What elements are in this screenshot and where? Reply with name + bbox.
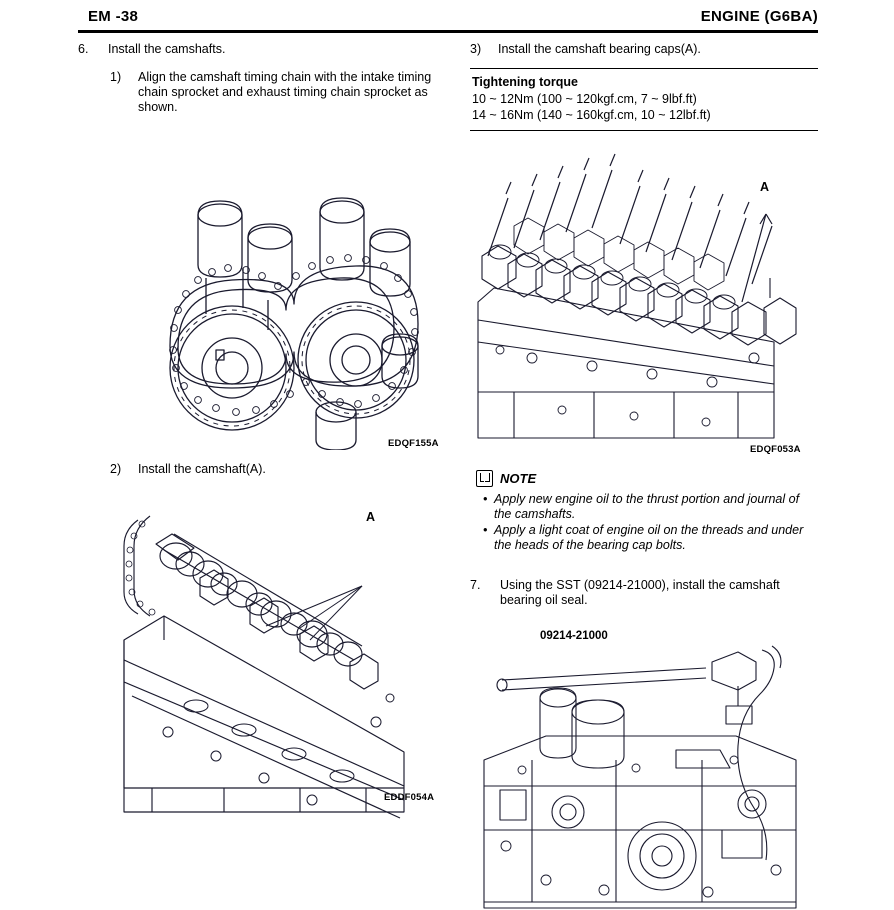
step-7-text: Using the SST (09214-21000), install the camshaft bearing oil seal. (500, 578, 780, 607)
note-block (476, 468, 816, 554)
substep-2-text: Install the camshaft(A). (138, 462, 266, 476)
figure-camshaft-sprockets (98, 150, 448, 450)
figure-1-caption: EDQF155A (388, 438, 439, 449)
step-6-text: Install the camshafts. (108, 42, 226, 56)
substep-2-number: 2) (110, 462, 122, 476)
note-item: • Apply new engine oil to the thrust portion and journal of the camshafts. (494, 492, 816, 522)
figure-sst-oil-seal (476, 640, 806, 910)
figure-4-tool-label: 09214-21000 (540, 630, 608, 642)
torque-line-2: 14 ~ 16Nm (140 ~ 160kgf.cm, 10 ~ 12lbf.ft) (472, 108, 711, 122)
substep-3-number: 3) (470, 42, 482, 56)
note-title: NOTE (500, 470, 537, 486)
figure-2-callout-a: A (366, 510, 376, 524)
step-7-number: 7. (470, 578, 481, 592)
note-item: • Apply a light coat of engine oil on the threads and under the heads of the bearing cap bolts. (494, 523, 816, 553)
step-7 (470, 578, 810, 608)
torque-title: Tightening torque (472, 75, 579, 89)
substep-1-number: 1) (110, 70, 122, 84)
step-6-number: 6. (78, 42, 89, 56)
note-icon (476, 470, 493, 487)
note-items (476, 492, 816, 553)
substep-1 (110, 70, 440, 115)
substep-3-text: Install the camshaft bearing caps(A). (498, 42, 701, 56)
figure-camshaft-install (104, 500, 444, 820)
substep-1-text: Align the camshaft timing chain with the intake timing chain sprocket and exhaust timing chain sprocket as shown. (138, 70, 432, 114)
figure-2-caption: EDDF054A (384, 792, 435, 803)
page-number: EM -38 (88, 8, 139, 25)
figure-bearing-caps (474, 152, 804, 452)
substep-3 (470, 42, 810, 57)
figure-3-callout-a: A (760, 180, 770, 194)
left-column (78, 40, 448, 880)
right-column (470, 40, 818, 880)
step-6 (78, 42, 438, 57)
page-header (78, 6, 818, 32)
header-divider (78, 30, 818, 33)
section-title: ENGINE (G6BA) (700, 8, 818, 25)
tightening-torque-box (470, 68, 818, 131)
figure-3-caption: EDQF053A (750, 444, 801, 455)
substep-2 (110, 462, 430, 477)
note-header (476, 468, 816, 488)
torque-line-1: 10 ~ 12Nm (100 ~ 120kgf.cm, 7 ~ 9lbf.ft) (472, 92, 697, 106)
